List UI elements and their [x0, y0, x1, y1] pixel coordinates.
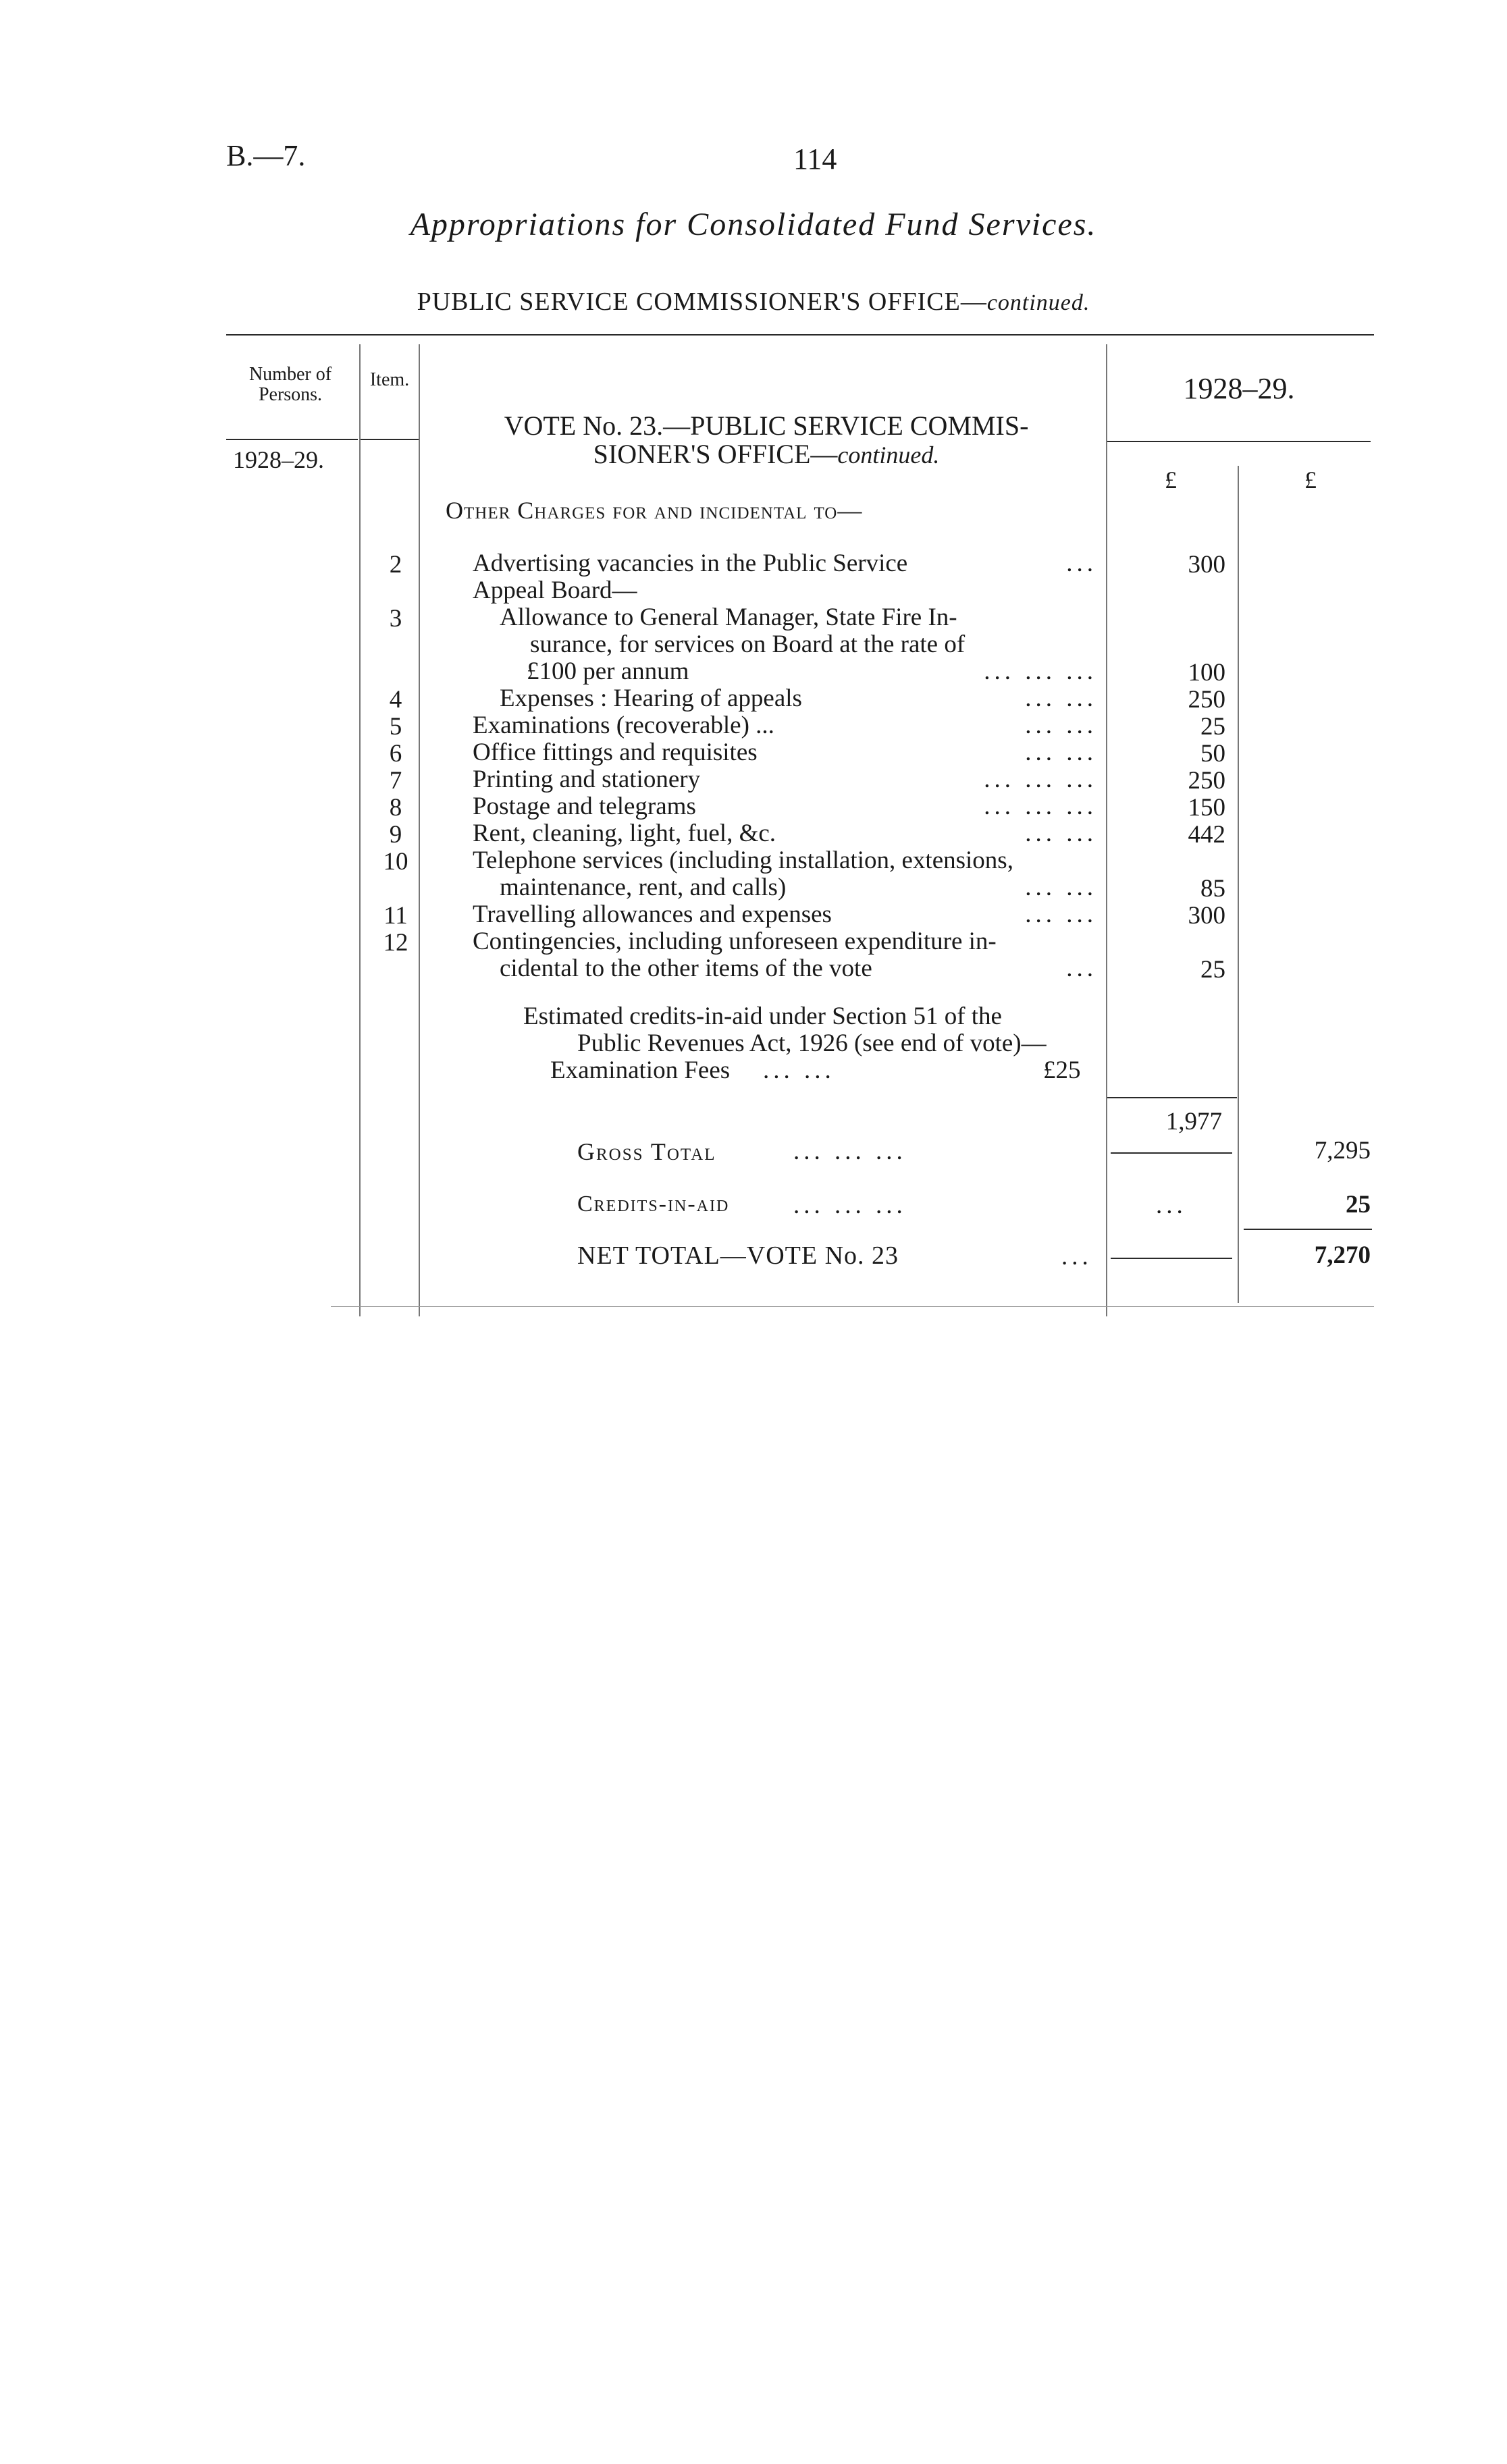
leader-dots: ... ...	[1025, 901, 1097, 928]
section-heading: Other Charges for and incidental to—	[446, 497, 863, 524]
persons-divider	[359, 344, 361, 1316]
item-description: Printing and stationery	[473, 766, 701, 793]
item-description: Expenses : Hearing of appeals	[500, 685, 802, 712]
office-heading-suffix: continued.	[986, 290, 1090, 315]
item-number: 5	[389, 713, 402, 741]
item-amount: 442	[1188, 821, 1225, 849]
credits-note-line1: Estimated credits-in-aid under Section 51 of the	[523, 1002, 1002, 1030]
item-amount: 150	[1188, 794, 1225, 822]
office-heading	[0, 287, 1507, 317]
item-description: Travelling allowances and expenses	[473, 901, 832, 928]
leader-dots: ... ... ...	[984, 793, 1097, 820]
item-divider	[419, 344, 420, 1316]
credits-note-amount: £25	[1043, 1056, 1081, 1084]
credits-in-aid-value: 25	[1346, 1191, 1371, 1218]
item-description: cidental to the other items of the vote	[500, 955, 872, 982]
col-header-persons: Number of Persons.	[248, 364, 332, 405]
header-rule-left	[226, 439, 358, 440]
item-number: 4	[389, 686, 402, 714]
leader-dots: ... ...	[1025, 739, 1097, 766]
item-description: Contingencies, including unforeseen expenditure in-	[473, 928, 997, 955]
item-description: Allowance to General Manager, State Fire In-	[500, 604, 957, 631]
col-header-year-left: 1928–29.	[233, 446, 324, 473]
col-header-item: Item.	[369, 369, 410, 390]
credits-in-aid-label: Credits-in-aid	[577, 1191, 730, 1216]
item-amount: 300	[1188, 551, 1225, 579]
leader-dots: ... ...	[1025, 712, 1097, 739]
office-heading-text: PUBLIC SERVICE COMMISSIONER'S OFFICE—	[417, 288, 987, 316]
subtotal-value: 1,977	[1165, 1108, 1222, 1135]
leader-dots: ...	[1066, 550, 1097, 577]
item-number: 12	[383, 929, 408, 957]
header-rule-item	[361, 439, 419, 440]
item-amount: 250	[1188, 767, 1225, 795]
item-description: Telephone services (including installation, extensions,	[473, 847, 1013, 874]
leader-dots: ...	[1066, 955, 1097, 982]
item-amount: 100	[1188, 659, 1225, 687]
item-number: 3	[389, 605, 402, 633]
gross-total-label: Gross Total	[577, 1138, 716, 1165]
leader-dots: ... ...	[1025, 685, 1097, 712]
table-bottom-rule	[331, 1306, 1374, 1307]
leader-dots: ... ...	[1025, 874, 1097, 901]
leader-dots: ... ...	[1025, 820, 1097, 847]
item-number: 7	[389, 767, 402, 795]
item-number: 8	[389, 794, 402, 822]
item-description: maintenance, rent, and calls)	[500, 874, 787, 901]
item-amount: 300	[1188, 902, 1225, 930]
document-reference: B.—7.	[226, 139, 306, 172]
item-description: Advertising vacancies in the Public Service	[473, 550, 908, 577]
subtotal-rule	[1107, 1097, 1237, 1098]
credits-in-aid-mid: ...	[1156, 1191, 1187, 1219]
net-total-dots: ...	[1061, 1243, 1092, 1270]
vote-heading-suffix: continued.	[837, 441, 940, 468]
item-amount: 250	[1188, 686, 1225, 714]
vote-heading-line1: VOTE No. 23.—PUBLIC SERVICE COMMIS-	[504, 410, 1029, 441]
gross-rule	[1111, 1152, 1232, 1154]
leader-dots: ... ... ...	[984, 658, 1097, 685]
item-description: £100 per annum	[527, 658, 689, 685]
item-amount: 85	[1200, 875, 1225, 903]
page-number: 114	[793, 142, 837, 176]
item-description: Office fittings and requisites	[473, 739, 758, 766]
vote-heading-text: SIONER'S OFFICE—	[593, 439, 838, 469]
item-description: Postage and telegrams	[473, 793, 696, 820]
item-description: Rent, cleaning, light, fuel, &c.	[473, 820, 776, 847]
item-number: 10	[383, 848, 408, 876]
col-header-year-right: 1928–29.	[1183, 372, 1295, 405]
item-description: Appeal Board—	[473, 577, 637, 604]
currency-symbol-1: £	[1165, 466, 1177, 493]
leader-dots: ... ... ...	[984, 766, 1097, 793]
credits-in-aid-dots: ... ... ...	[793, 1191, 907, 1219]
item-amount: 25	[1200, 956, 1225, 984]
vote-heading-line2	[432, 440, 1101, 469]
currency-symbol-2: £	[1304, 466, 1317, 493]
amount-divider	[1106, 344, 1107, 1316]
credits-rule	[1244, 1229, 1372, 1230]
gross-total-dots: ... ... ...	[793, 1137, 907, 1165]
header-rule-right	[1107, 441, 1371, 442]
credits-note-dots: ... ...	[763, 1056, 835, 1084]
item-number: 6	[389, 740, 402, 768]
credits-note-line3: Examination Fees	[550, 1056, 731, 1084]
net-total-value: 7,270	[1314, 1241, 1371, 1269]
amount-col-divider	[1238, 466, 1239, 1303]
item-amount: 50	[1200, 740, 1225, 768]
net-total-label: NET TOTAL—VOTE No. 23	[577, 1241, 899, 1270]
item-number: 11	[384, 902, 408, 930]
item-description: surance, for services on Board at the rate of	[530, 631, 966, 658]
table-top-rule	[226, 334, 1374, 336]
item-description: Examinations (recoverable) ...	[473, 712, 774, 739]
gross-total-value: 7,295	[1314, 1137, 1371, 1164]
item-number: 9	[389, 821, 402, 849]
page-title: Appropriations for Consolidated Fund Services.	[410, 207, 1097, 242]
item-number: 2	[389, 551, 402, 579]
net-rule	[1111, 1258, 1232, 1259]
item-amount: 25	[1200, 713, 1225, 741]
credits-note-line2: Public Revenues Act, 1926 (see end of vote)—	[577, 1029, 1047, 1057]
